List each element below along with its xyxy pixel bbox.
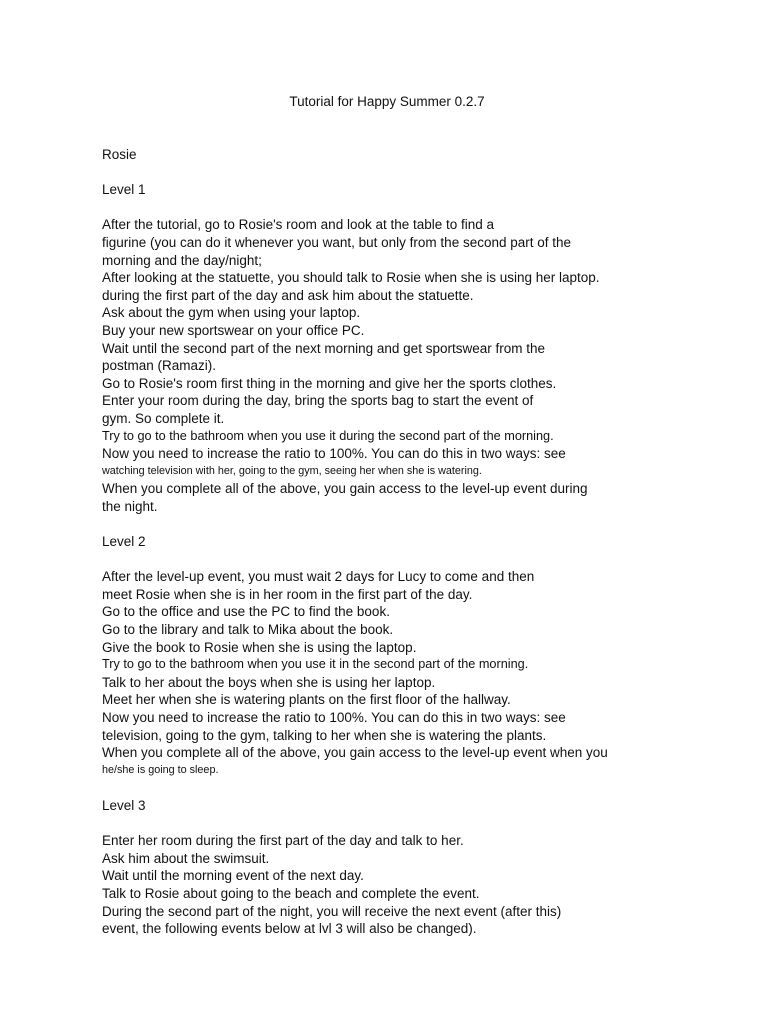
instruction-line: After the tutorial, go to Rosie's room and look at the table to find a <box>102 217 495 233</box>
instruction-line: Give the book to Rosie when she is using the laptop. <box>102 639 417 655</box>
instruction-line: morning and the day/night; <box>102 252 262 268</box>
instruction-line: After looking at the statuette, you should talk to Rosie when she is using her laptop. <box>102 270 600 286</box>
instruction-line: meet Rosie when she is in her room in the first part of the day. <box>102 586 473 602</box>
spacer <box>102 779 742 797</box>
instruction-line: event, the following events below at lvl 3 will also be changed). <box>102 921 477 937</box>
instruction-line: Talk to her about the boys when she is using her laptop. <box>102 674 436 690</box>
instruction-line: Talk to Rosie about going to the beach and complete the event. <box>102 885 480 901</box>
instruction-line: he/she is going to sleep. <box>102 763 219 776</box>
instruction-line: watching television with her, going to the gym, seeing her when she is watering. <box>102 464 482 477</box>
instruction-line: during the first part of the day and ask him about the statuette. <box>102 287 474 303</box>
spacer <box>102 815 742 833</box>
spacer <box>102 515 742 533</box>
instruction-line: Try to go to the bathroom when you use it in the second part of the morning. <box>102 657 529 672</box>
instruction-line: Enter your room during the day, bring the sports bag to start the event of <box>102 393 534 409</box>
spacer <box>102 199 742 217</box>
spacer <box>102 551 742 569</box>
level-heading: Level 3 <box>102 797 146 813</box>
instruction-line: Buy your new sportswear on your office PC. <box>102 322 365 338</box>
instruction-line: figurine (you can do it whenever you want, but only from the second part of the <box>102 234 572 250</box>
instruction-line: When you complete all of the above, you gain access to the level-up event during <box>102 481 588 497</box>
level-heading: Level 1 <box>102 182 146 198</box>
instruction-line: Wait until the morning event of the next day. <box>102 868 364 884</box>
instruction-line: Go to the office and use the PC to find the book. <box>102 604 390 620</box>
instruction-line: After the level-up event, you must wait 2 days for Lucy to come and then <box>102 569 535 585</box>
instruction-line: postman (Ramazi). <box>102 358 217 374</box>
instruction-line: Now you need to increase the ratio to 100%. You can do this in two ways: see <box>102 710 566 725</box>
instruction-line: Try to go to the bathroom when you use it during the second part of the morning. <box>102 428 554 443</box>
instruction-line: Go to the library and talk to Mika about the book. <box>102 622 394 638</box>
instruction-line: Ask him about the swimsuit. <box>102 850 270 866</box>
instruction-line: Enter her room during the first part of the day and talk to her. <box>102 833 464 849</box>
instruction-line: the night. <box>102 498 158 514</box>
instruction-line: When you complete all of the above, you gain access to the level-up event when you <box>102 745 608 761</box>
instruction-line: Now you need to increase the ratio to 100%. You can do this in two ways: see <box>102 446 566 462</box>
document-body <box>102 146 742 938</box>
spacer <box>102 164 742 182</box>
instruction-line: Go to Rosie's room first thing in the morning and give her the sports clothes. <box>102 375 557 391</box>
instruction-line: gym. So complete it. <box>102 410 225 426</box>
instruction-line: television, going to the gym, talking to her when she is watering the plants. <box>102 727 547 743</box>
instruction-line: Ask about the gym when using your laptop. <box>102 305 361 321</box>
level-heading: Level 2 <box>102 534 146 550</box>
instruction-line: During the second part of the night, you will receive the next event (after this) <box>102 903 562 919</box>
instruction-line: Meet her when she is watering plants on the first floor of the hallway. <box>102 692 511 708</box>
document-title: Tutorial for Happy Summer 0.2.7 <box>289 94 485 109</box>
instruction-line: Wait until the second part of the next morning and get sportswear from the <box>102 340 545 356</box>
character-heading: Rosie <box>102 147 137 162</box>
